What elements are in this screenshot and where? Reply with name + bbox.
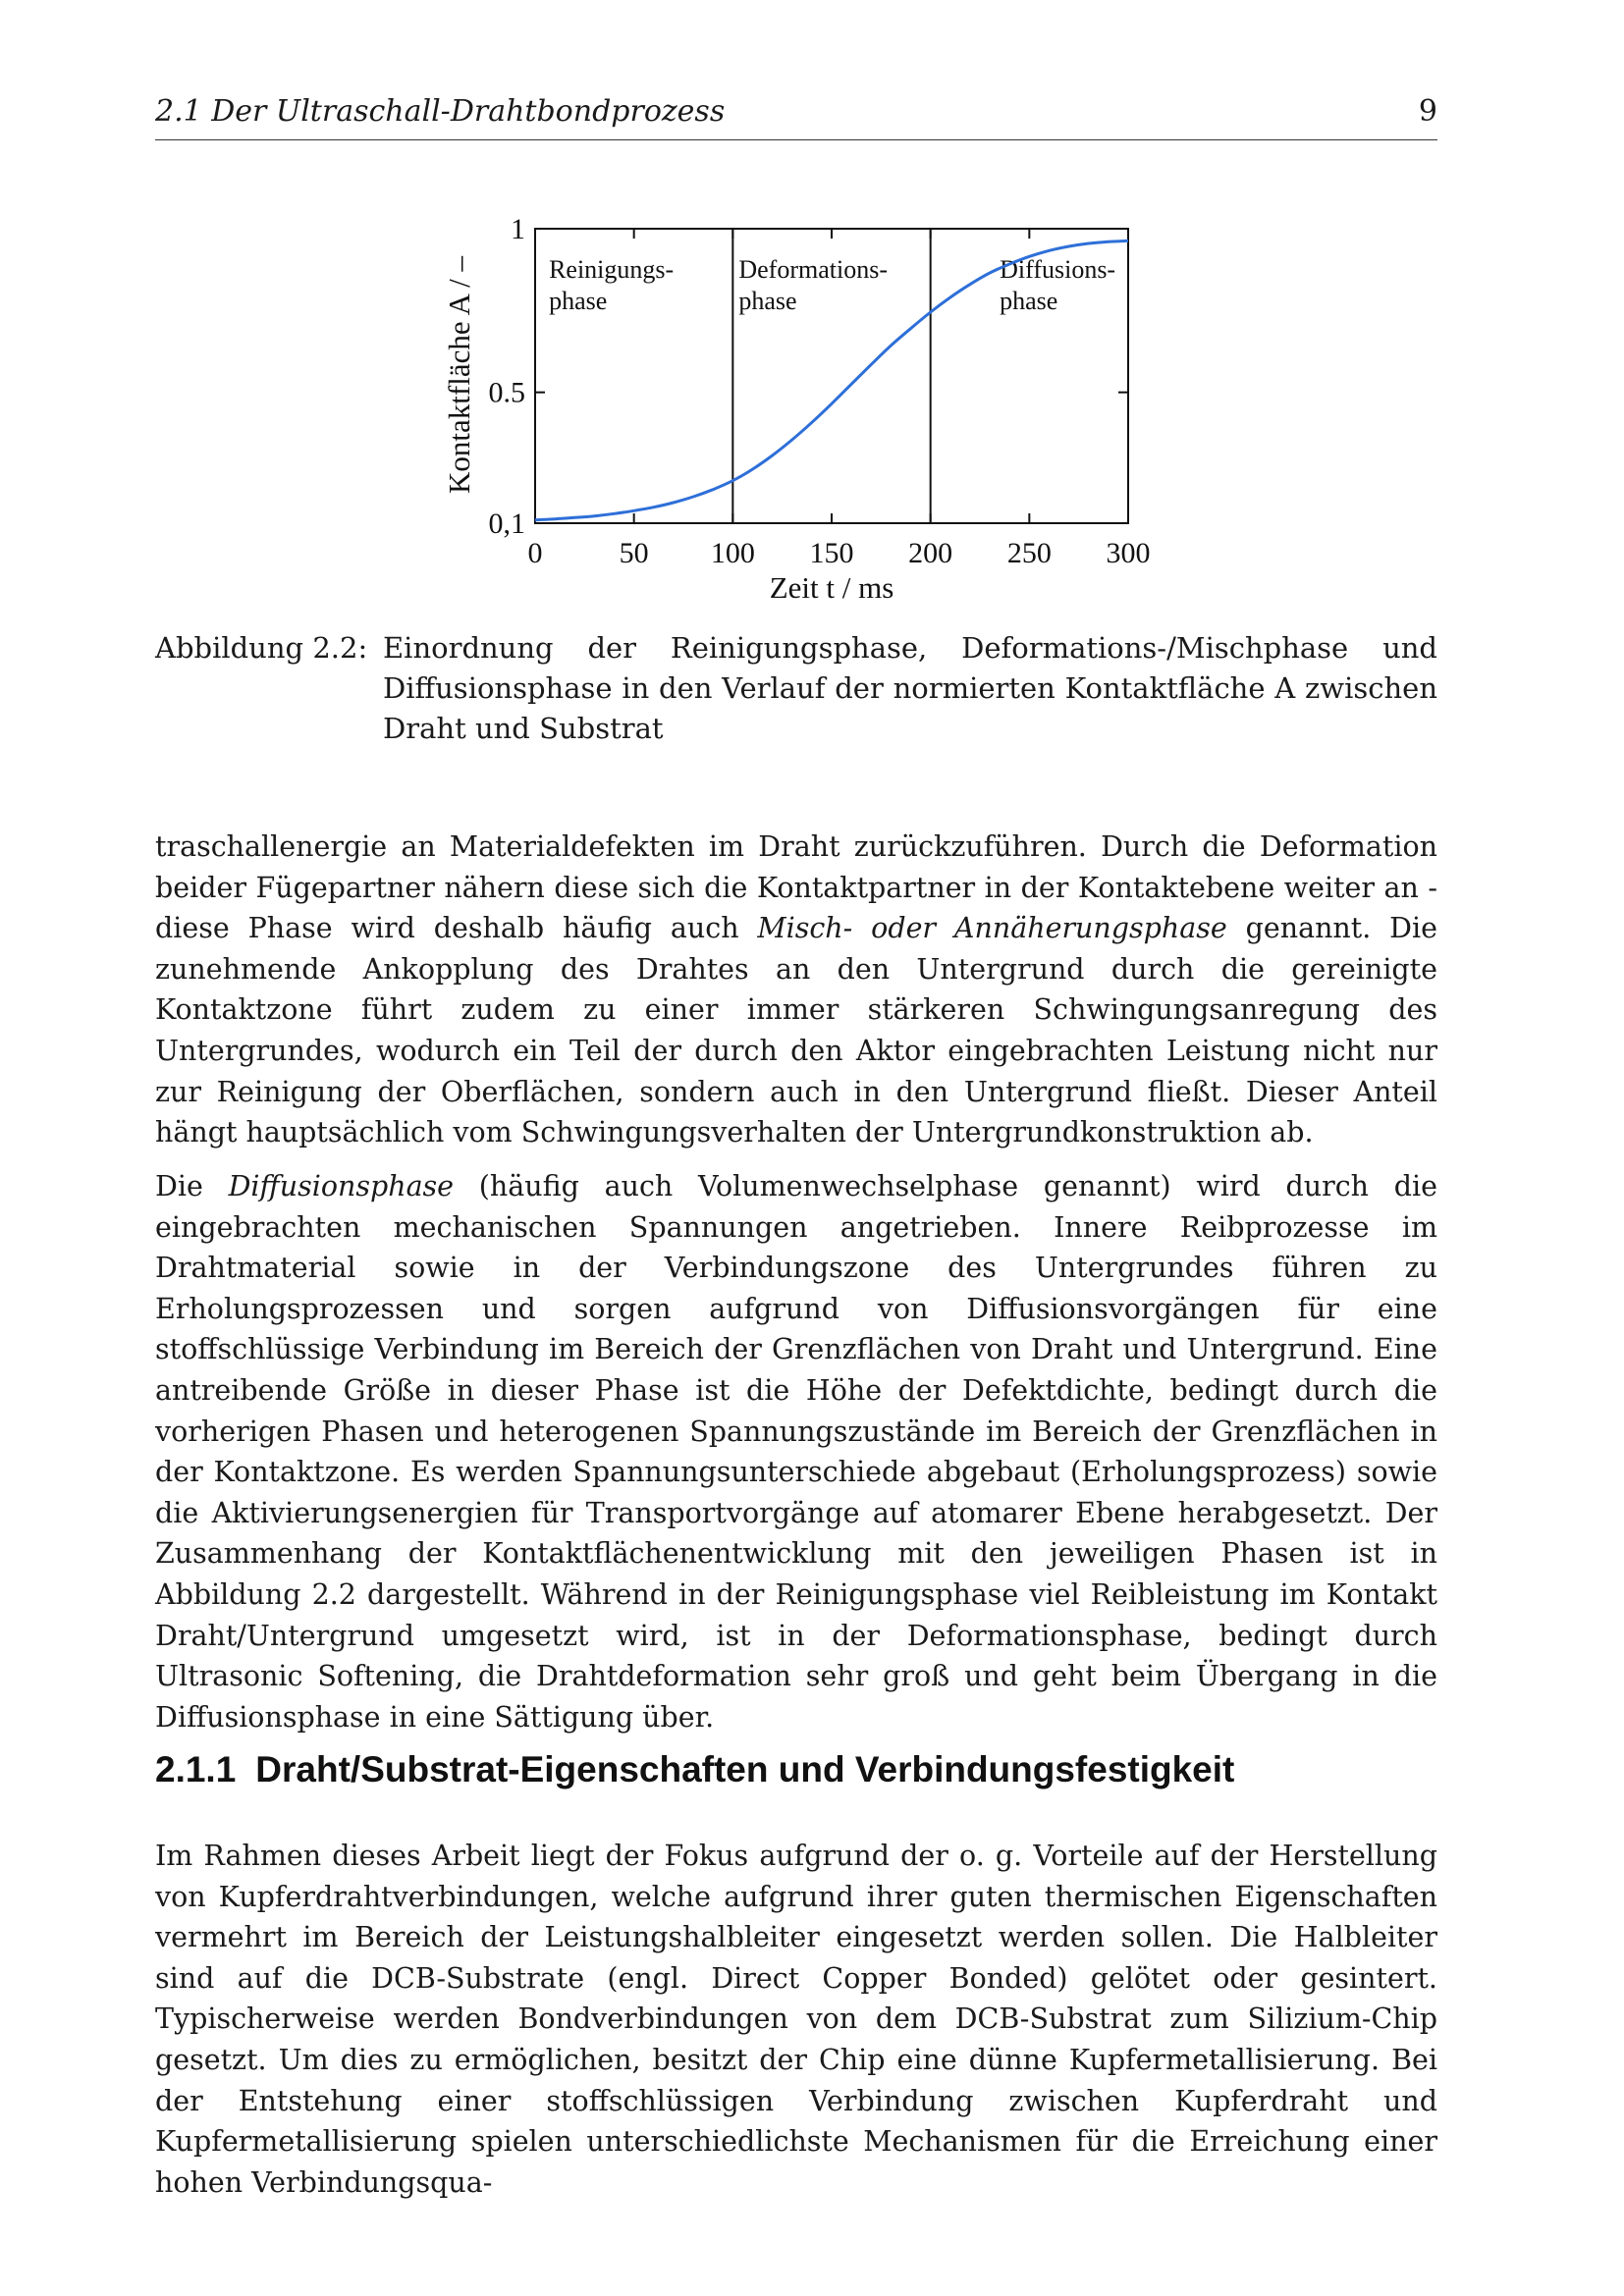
x-tick-label: 0 (527, 537, 543, 569)
x-tick-label: 100 (710, 537, 755, 569)
y-tick-label: 0.5 (488, 376, 525, 409)
phase-labels (549, 255, 1115, 315)
y-tick-label: 1 (511, 213, 525, 245)
contact-area-chart (432, 206, 1178, 618)
page-number: 9 (1418, 94, 1437, 129)
section-number: 2.1.1 (155, 1749, 237, 1789)
phase-label-line1: Deformations- (738, 255, 888, 284)
phase-label-line1: Reinigungs- (549, 255, 675, 284)
paragraph-2 (155, 1166, 1437, 1737)
paragraph-2-part-a: Die (155, 1170, 229, 1202)
paragraph-1-emphasis: Misch- oder Annäherungsphase (757, 912, 1227, 945)
paragraph-2-part-b: (häufig auch Volumenwechselphase genannt) wird durch die eingebrachten mechanischen Spannungen angetrieben. Innere Reibprozesse im Drahtmaterial sowie in der Verbindungszone des Untergrundes führen zu Erholungsprozessen und sorgen aufgrund von Diffusionsvorgängen für eine stoffschlüssige Verbindung im Bereich der Grenzflächen von Draht und Untergrund. Eine antreibende Größe in dieser Phase ist die Höhe der Defektdichte, bedingt durch die vorherigen Phasen und heterogenen Spannungszustände im Bereich der Grenzflächen in der Kontaktzone. Es werden Spannungsunterschiede abgebaut (Erholungsprozess) sowie die Aktivierungsenergien für Transportvorgänge auf atomarer Ebene herabgesetzt. Der Zusammenhang der Kontaktflächenentwicklung mit den jeweiligen Phasen ist in Abbildung 2.2 dargestellt. Während in der Reinigungsphase viel Reibleistung im Kontakt Draht/Untergrund umgesetzt wird, ist in der Deformationsphase, bedingt durch Ultrasonic Softening, die Drahtdeformation sehr groß und geht beim Übergang in die Diffusionsphase in eine Sättigung über. (155, 1170, 1437, 1734)
phase-label-line1: Diffusions- (1000, 255, 1116, 284)
running-header (155, 94, 1437, 140)
x-tick-label: 300 (1106, 537, 1151, 569)
section-title: Draht/Substrat-Eigenschaften und Verbindungsfestigkeit (255, 1749, 1235, 1789)
phase-label-line2: phase (549, 287, 608, 315)
y-axis-label-group (442, 256, 476, 494)
y-axis-label: Kontaktfläche A / – (442, 256, 476, 494)
paragraph-1-part-b: genannt. Die zunehmende Ankopplung des Drahtes an den Untergrund durch die gereinigte Kontaktzone führt zudem zu einer immer stärkeren Schwingungsanregung des Untergrundes, wodurch ein Teil der durch den Aktor eingebrachten Leistung nicht nur zur Reinigung der Oberflächen, sondern auch in den Untergrund fließt. Dieser Anteil hängt hauptsächlich vom Schwingungsverhalten der Untergrundkonstruktion ab. (155, 912, 1437, 1149)
paragraph-3: Im Rahmen dieses Arbeit liegt der Fokus aufgrund der o. g. Vorteile auf der Herstellung von Kupferdrahtverbindungen, welche aufgrund ihrer guten thermischen Eigenschaften vermehrt im Bereich der Leistungshalbleiter eingesetzt werden sollen. Die Halbleiter sind auf die DCB-Substrate (engl. Direct Copper Bonded) gelötet oder gesintert. Typischerweise werden Bondverbindungen von dem DCB-Substrat zum Silizium-Chip gesetzt. Um dies zu ermöglichen, besitzt der Chip eine dünne Kupfermetallisierung. Bei der Entstehung einer stoffschlüssigen Verbindung zwischen Kupferdraht und Kupfermetallisierung spielen unterschiedlichste Mechanismen für die Erreichung einer hohen Verbindungsqua- (155, 1840, 1437, 2199)
phase-label-line2: phase (738, 287, 797, 315)
paragraph-1-part-a: traschallenergie an Materialdefekten im Draht zurückzuführen. Durch die Deformation beider Fügepartner nähern diese sich die Kontaktpartner in der Kontaktebene weiter an - diese Phase wird deshalb häufig auch (155, 830, 1437, 945)
paragraph-1 (155, 827, 1437, 1153)
x-tick-label: 150 (809, 537, 854, 569)
phase-label-line2: phase (1000, 287, 1058, 315)
y-tick-label: 0,1 (488, 507, 525, 540)
x-tick-label: 200 (908, 537, 953, 569)
x-tick-label: 50 (619, 537, 649, 569)
running-title: 2.1 Der Ultraschall-Drahtbondprozess (155, 94, 726, 129)
caption-label: Abbildung 2.2: (155, 631, 368, 665)
caption-text: Einordnung der Reinigungsphase, Deformations-/Mischphase und Diffusionsphase in den Verlauf der normierten Kontaktfläche A zwischen Draht und Substrat (383, 631, 1437, 745)
paragraph-2-emphasis: Diffusionsphase (228, 1170, 455, 1202)
x-axis-label: Zeit t / ms (769, 570, 894, 605)
x-tick-label: 250 (1006, 537, 1052, 569)
section-heading (155, 1749, 1437, 1790)
